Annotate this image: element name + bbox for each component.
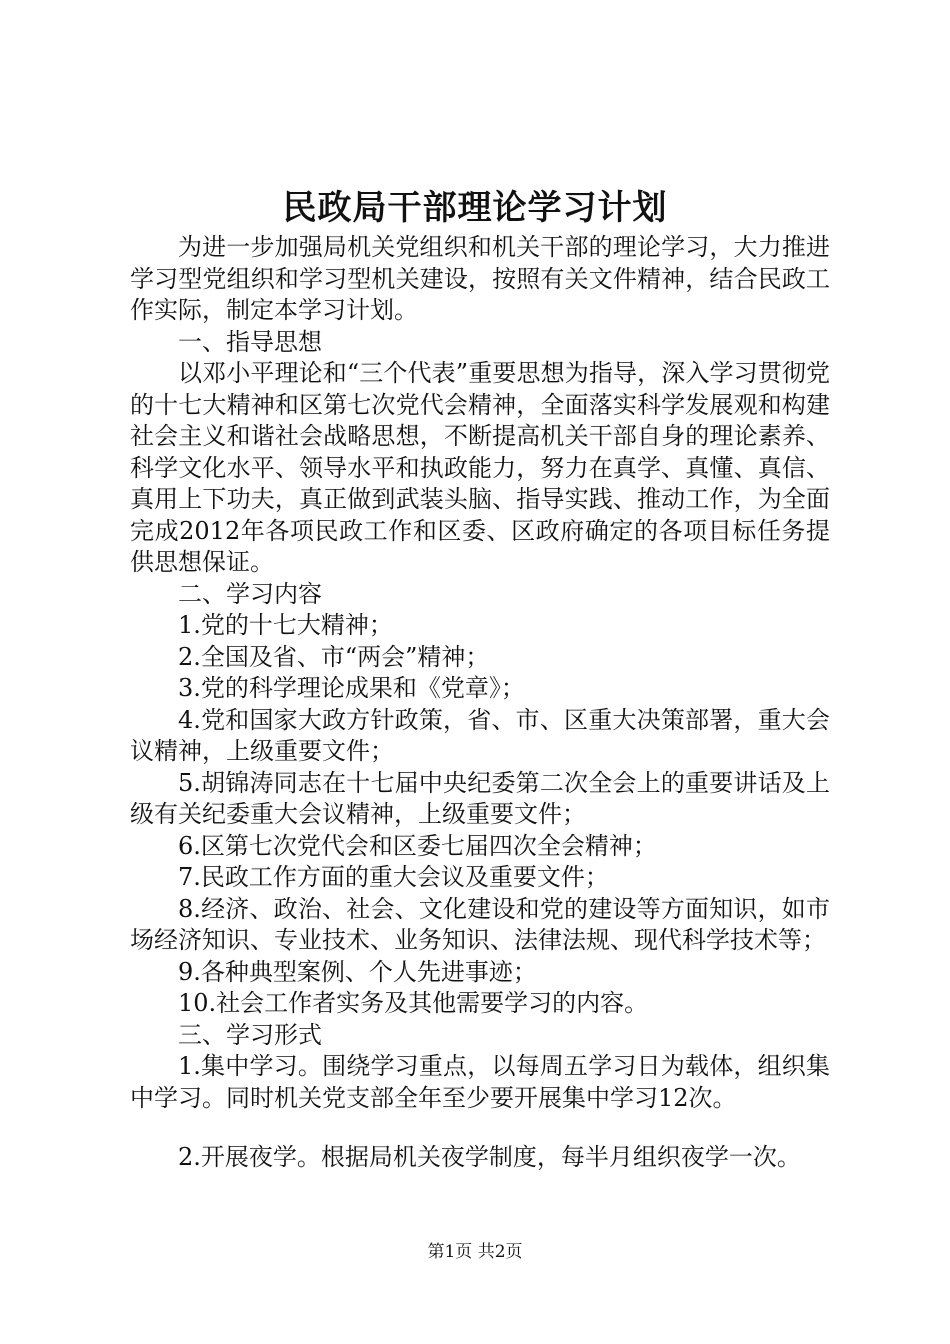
study-content-item: 7.民政工作方面的重大会议及重要文件； xyxy=(178,863,609,891)
study-content-item: 5.胡锦涛同志在十七届中央纪委第二次全会上的重要讲话及上级有关纪委重大会议精神，上级重要文件； xyxy=(130,768,830,828)
section-heading-guiding-ideology: 一、指导思想 xyxy=(178,327,322,356)
section-heading-study-content: 二、学习内容 xyxy=(178,579,322,608)
study-content-item: 8.经济、政治、社会、文化建设和党的建设等方面知识，如市场经济知识、专业技术、业务知识、法律法规、现代科学技术等； xyxy=(130,894,830,954)
document-body xyxy=(130,232,830,1174)
study-content-item: 10.社会工作者实务及其他需要学习的内容。 xyxy=(178,989,649,1017)
study-content-item: 2.全国及省、市“两会”精神； xyxy=(178,642,490,671)
study-content-item: 4.党和国家大政方针政策，省、市、区重大决策部署，重大会议精神，上级重要文件； xyxy=(130,705,830,765)
study-form-item: 2.开展夜学。根据局机关夜学制度，每半月组织夜学一次。 xyxy=(178,1143,801,1171)
study-content-item: 1.党的十七大精神； xyxy=(178,611,393,639)
section-heading-study-form: 三、学习形式 xyxy=(178,1020,322,1049)
study-form-item: 1.集中学习。围绕学习重点，以每周五学习日为载体，组织集中学习。同时机关党支部全年至少要开展集中学习12次。 xyxy=(130,1052,830,1112)
page-footer: 第1页 共2页 xyxy=(427,1242,523,1262)
guiding-ideology-paragraph: 以邓小平理论和“三个代表”重要思想为指导，深入学习贯彻党的十七大精神和区第七次党代会精神，全面落实科学发展观和构建社会主义和谐社会战略思想，不断提高机关干部自身的理论素养、科学文化水平、领导水平和执政能力，努力在真学、真懂、真信、真用上下功夫，真正做到武装头脑、指导实践、推动工作，为全面完成2012年各项民政工作和区委、区政府确定的各项目标任务提供思想保证。 xyxy=(130,359,830,576)
study-content-item: 6.区第七次党代会和区委七届四次全会精神； xyxy=(178,831,657,860)
document-title: 民政局干部理论学习计划 xyxy=(282,188,668,228)
intro-paragraph: 为进一步加强局机关党组织和机关干部的理论学习，大力推进学习型党组织和学习型机关建设，按照有关文件精神，结合民政工作实际，制定本学习计划。 xyxy=(130,233,830,324)
study-content-item: 3.党的科学理论成果和《党章》； xyxy=(178,674,525,702)
study-content-item: 9.各种典型案例、个人先进事迹； xyxy=(178,957,537,986)
